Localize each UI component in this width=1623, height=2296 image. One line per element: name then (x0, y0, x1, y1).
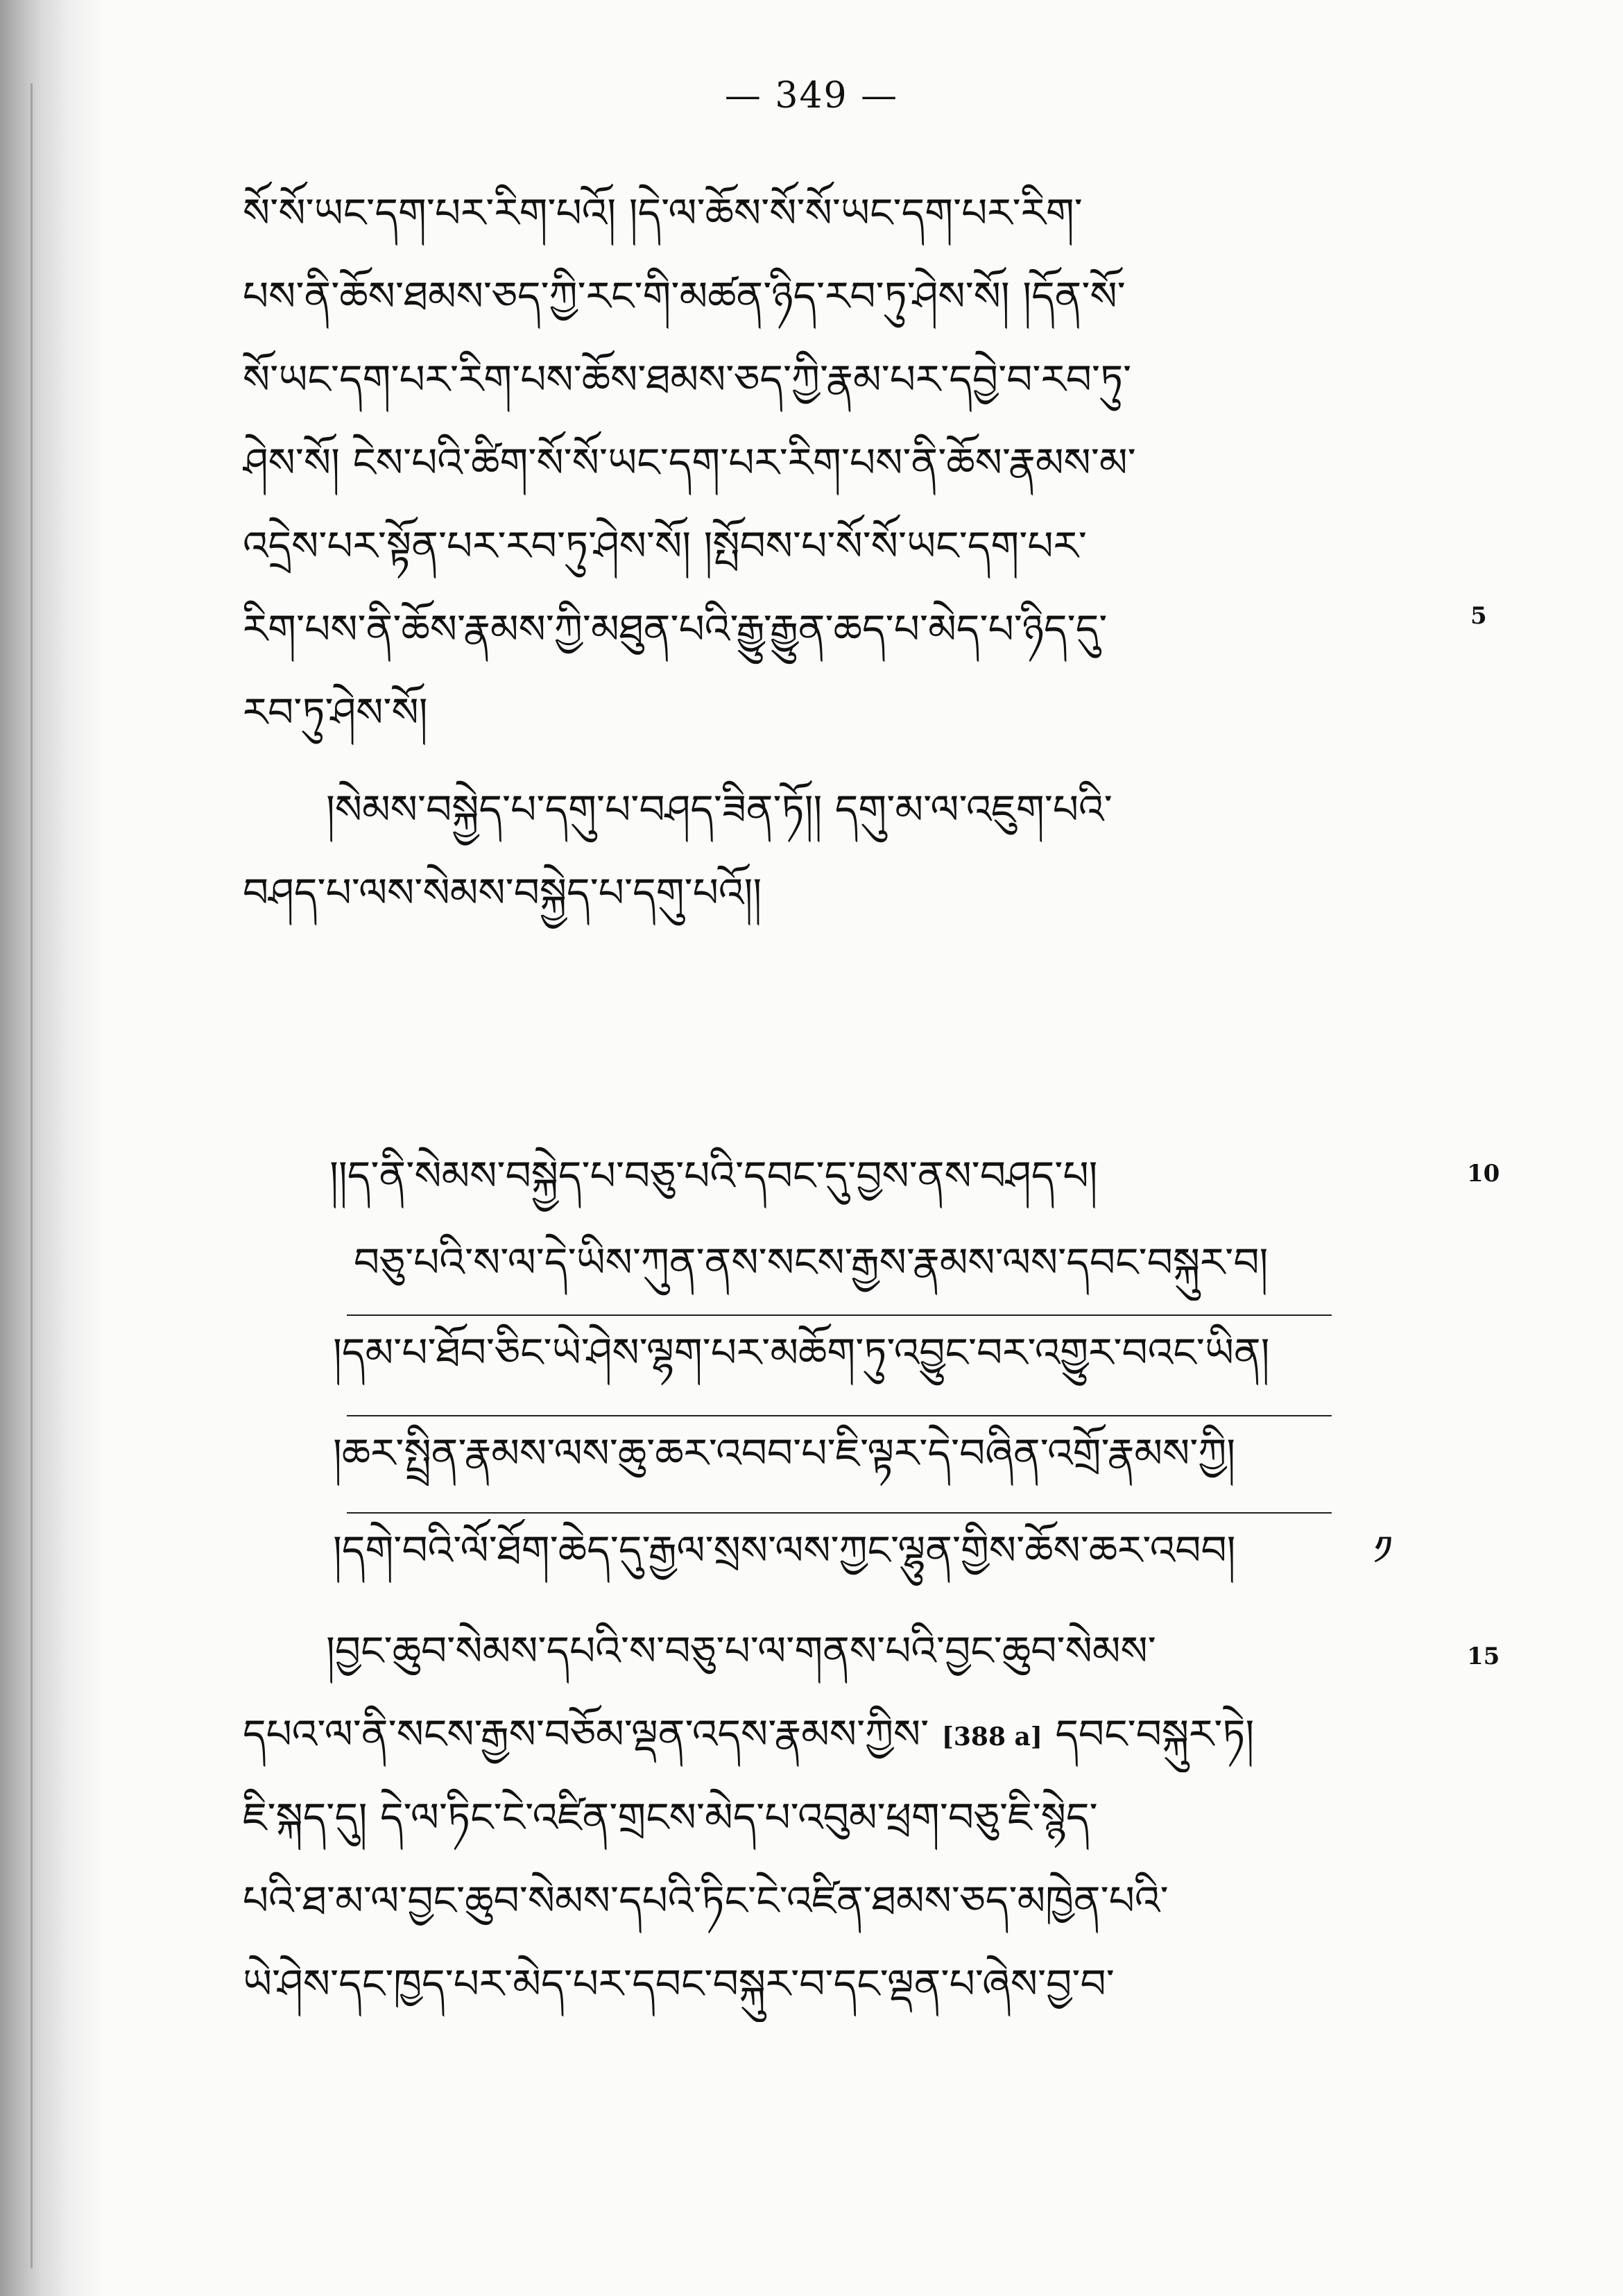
line-number: 15 (1467, 1643, 1500, 1670)
text-line-with-folio (243, 1703, 1450, 1772)
text-line: ཇི་སྐད་དུ། དེ་ལ་ཏིང་ངེ་འཛིན་གྲངས་མེད་པ་འབུམ་ཕྲག་བཅུ་ཇི་སྙེད་ (243, 1794, 1098, 1841)
verse-number: ༡ (1373, 1527, 1393, 1574)
verse-line: བཅུ་པའི་ས་ལ་དེ་ཡིས་ཀུན་ནས་སངས་རྒྱས་རྣམས་ལས་དབང་བསྐུར་བ། (354, 1239, 1269, 1286)
verse-line: །ཆར་སྤྲིན་རྣམས་ལས་ཆུ་ཆར་འབབ་པ་ཇི་ལྟར་དེ་བཞིན་འགྲོ་རྣམས་ཀྱི། (333, 1430, 1236, 1477)
line-number: 10 (1467, 1160, 1500, 1188)
text-line: ཤེས་སོ། ངེས་པའི་ཚིག་སོ་སོ་ཡང་དག་པར་རིག་པས་ནི་ཆོས་རྣམས་མ་ (243, 439, 1136, 486)
text-line: པས་ནི་ཆོས་ཐམས་ཅད་ཀྱི་རང་གི་མཚན་ཉིད་རབ་ཏུ་ཤེས་སོ། །དོན་སོ་ (243, 273, 1126, 320)
text-segment: དཔའ་ལ་ནི་སངས་རྒྱས་བཅོམ་ལྡན་འདས་རྣམས་ཀྱིས་ (243, 1711, 929, 1758)
text-line: རབ་ཏུ་ཤེས་སོ། (243, 689, 428, 736)
text-line: །བྱང་ཆུབ་སེམས་དཔའི་ས་བཅུ་པ་ལ་གནས་པའི་བྱང་ཆུབ་སེམས་ (326, 1627, 1156, 1674)
line-number: 5 (1470, 602, 1487, 630)
text-line: །སེམས་བསྐྱེད་པ་དགུ་པ་བཤད་ཟིན་ཏོ།། དགུ་མ་ལ་འཇུག་པའི་ (326, 786, 1113, 833)
folio-reference: [388 a] (941, 1722, 1042, 1751)
text-line: འདྲེས་པར་སྟོན་པར་རབ་ཏུ་ཤེས་སོ། །སྤོབས་པ་སོ་སོ་ཡང་དག་པར་ (243, 522, 1087, 569)
text-line: རིག་པས་ནི་ཆོས་རྣམས་ཀྱི་མཐུན་པའི་རྒྱུ་རྒྱུན་ཆད་པ་མེད་པ་ཉིད་དུ་ (243, 606, 1108, 653)
text-line: སོ་སོ་ཡང་དག་པར་རིག་པའོ། །དེ་ལ་ཆོས་སོ་སོ་ཡང་དག་པར་རིག་ (243, 189, 1083, 237)
page-number: — 349 — (724, 75, 899, 117)
text-segment: དབང་བསྐུར་ཏེ། (1055, 1711, 1255, 1758)
verse-line: །དམ་པ་ཐོབ་ཅིང་ཡེ་ཤེས་ལྷག་པར་མཆོག་ཏུ་འབྱུང་བར་འགྱུར་བའང་ཡིན། (333, 1329, 1270, 1376)
verse-rule (347, 1314, 1332, 1316)
text-line: སོ་ཡང་དག་པར་རིག་པས་ཆོས་ཐམས་ཅད་ཀྱི་རྣམ་པར་དབྱེ་བ་རབ་ཏུ་ (243, 356, 1132, 403)
verse-rule (347, 1512, 1332, 1514)
text-line: པའི་ཐ་མ་ལ་བྱང་ཆུབ་སེམས་དཔའི་ཏིང་ངེ་འཛིན་ཐམས་ཅད་མཁྱེན་པའི་ (243, 1877, 1169, 1924)
verse-heading: །།ད་ནི་སེམས་བསྐྱེད་པ་བཅུ་པའི་དབང་དུ་བྱས་ནས་བཤད་པ། (329, 1152, 1098, 1199)
verse-rule (347, 1415, 1332, 1416)
text-line: ཡེ་ཤེས་དང་ཁྱད་པར་མེད་པར་དབང་བསྐུར་བ་དང་ལྡན་པ་ཞེས་བྱ་བ་ (243, 1960, 1115, 2007)
binding-crease (31, 83, 33, 2268)
text-line: བཤད་པ་ལས་སེམས་བསྐྱེད་པ་དགུ་པའོ།། (243, 869, 762, 916)
binding-shadow (0, 0, 104, 2296)
verse-line: །དགེ་བའི་ལོ་ཐོག་ཆེད་དུ་རྒྱལ་སྲས་ལས་ཀྱང་ལྷུན་གྱིས་ཆོས་ཆར་འབབ། (333, 1527, 1236, 1574)
